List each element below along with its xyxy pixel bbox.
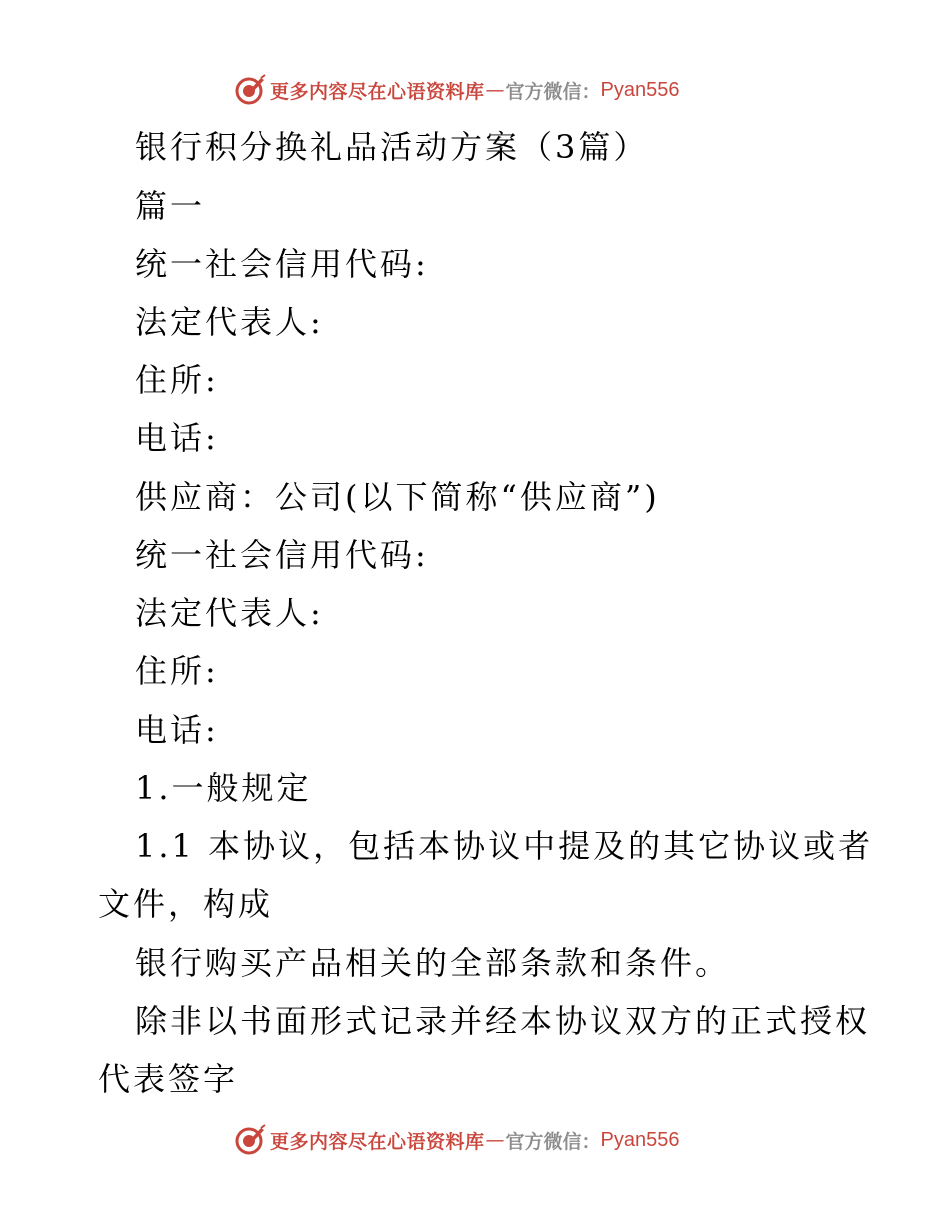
quill-logo-icon — [234, 1124, 266, 1156]
document-title: 银行积分换礼品活动方案（3篇） — [135, 128, 649, 166]
field-credit-code: 统一社会信用代码: — [135, 245, 429, 283]
supplier-line: 供应商：公司(以下简称“供应商”) — [135, 478, 660, 516]
banner-dash: — — [485, 79, 505, 101]
banner-official-label: 官方微信： — [505, 80, 601, 103]
field-address: 住所: — [135, 652, 219, 690]
banner-wechat-id: Pyan556 — [600, 78, 680, 101]
banner-wechat-id: Pyan556 — [600, 1128, 680, 1151]
banner-official-label: 官方微信： — [505, 1130, 601, 1153]
quill-logo-icon — [234, 74, 266, 106]
header-watermark-banner — [234, 72, 680, 108]
section-heading: 篇一 — [135, 187, 206, 225]
paragraph-line: 代表签字 — [98, 1060, 239, 1098]
field-phone: 电话: — [135, 419, 219, 457]
paragraph-line: 除非以书面形式记录并经本协议双方的正式授权 — [135, 1002, 871, 1040]
banner-brand-text: 更多内容尽在心语资料库 — [270, 80, 485, 103]
banner-dash: — — [485, 1129, 505, 1151]
paragraph-line: 银行购买产品相关的全部条款和条件。 — [135, 944, 731, 982]
field-legal-representative: 法定代表人: — [135, 594, 324, 632]
field-address: 住所: — [135, 361, 219, 399]
paragraph-line: 1.1 本协议，包括本协议中提及的其它协议或者 — [135, 827, 874, 865]
clause-heading: 1.一般规定 — [135, 769, 312, 807]
field-legal-representative: 法定代表人: — [135, 303, 324, 341]
footer-watermark-banner — [234, 1122, 680, 1158]
banner-brand-text: 更多内容尽在心语资料库 — [270, 1130, 485, 1153]
field-credit-code: 统一社会信用代码: — [135, 536, 429, 574]
paragraph-line: 文件，构成 — [98, 885, 274, 923]
field-phone: 电话: — [135, 711, 219, 749]
